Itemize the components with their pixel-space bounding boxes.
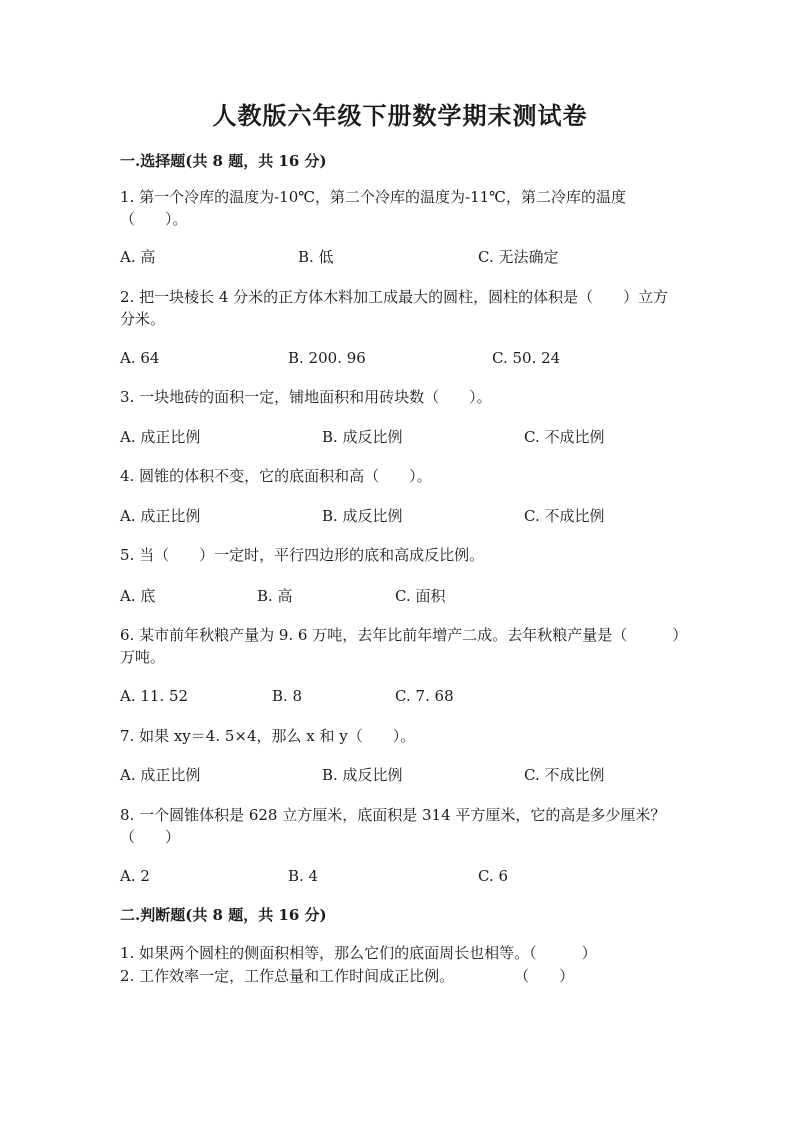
judgment-item-1: 1. 如果两个圆柱的侧面积相等，那么它们的底面周长也相等。（ ） — [120, 944, 597, 962]
option-b[interactable]: B. 高 — [257, 587, 293, 605]
option-c[interactable]: C. 6 — [478, 867, 509, 885]
option-a[interactable]: A. 64 — [120, 349, 160, 367]
option-a[interactable]: A. 成正比例 — [120, 428, 201, 446]
options-2 — [120, 347, 720, 369]
question-8: 8. 一个圆锥体积是 628 立方厘米，底面积是 314 平方厘米，它的高是多少厘米？（ ） — [120, 806, 666, 846]
option-c[interactable]: C. 7. 68 — [395, 687, 454, 705]
option-c[interactable]: C. 50. 24 — [492, 349, 561, 367]
question-5: 5. 当（ ）一定时，平行四边形的底和高成反比例。 — [120, 546, 485, 564]
option-c[interactable]: C. 不成比例 — [524, 766, 605, 784]
option-b[interactable]: B. 成反比例 — [322, 507, 403, 525]
page-title: 人教版六年级下册数学期末测试卷 — [212, 101, 588, 130]
options-8 — [120, 865, 720, 887]
option-c[interactable]: C. 不成比例 — [524, 428, 605, 446]
question-2: 2. 把一块棱长 4 分米的正方体木料加工成最大的圆柱，圆柱的体积是（ ）立方分米。 — [120, 288, 669, 328]
option-b[interactable]: B. 成反比例 — [322, 766, 403, 784]
question-6: 6. 某市前年秋粮产量为 9. 6 万吨，去年比前年增产二成。去年秋粮产量是（ ）万吨。 — [120, 626, 680, 666]
option-a[interactable]: A. 成正比例 — [120, 507, 201, 525]
judgment-item-2: 2. 工作效率一定，工作总量和工作时间成正比例。 （ ） — [120, 967, 575, 985]
option-a[interactable]: A. 11. 52 — [120, 687, 189, 705]
options-5 — [120, 585, 720, 607]
question-3: 3. 一块地砖的面积一定，铺地面积和用砖块数（ ）。 — [120, 388, 492, 406]
options-4 — [120, 505, 720, 527]
question-1: 1. 第一个冷库的温度为-10℃，第二个冷库的温度为-11℃，第二冷库的温度（ ）。 — [120, 188, 626, 228]
option-c[interactable]: C. 不成比例 — [524, 507, 605, 525]
option-b[interactable]: B. 低 — [298, 248, 334, 266]
option-a[interactable]: A. 高 — [120, 248, 156, 266]
option-a[interactable]: A. 成正比例 — [120, 766, 201, 784]
options-6 — [120, 685, 720, 707]
options-1 — [120, 246, 720, 268]
question-4: 4. 圆锥的体积不变，它的底面积和高（ ）。 — [120, 467, 432, 485]
question-7: 7. 如果 xy＝4. 5×4，那么 x 和 y（ ）。 — [120, 727, 416, 745]
option-b[interactable]: B. 成反比例 — [322, 428, 403, 446]
option-b[interactable]: B. 8 — [272, 687, 303, 705]
section-heading-true-false: 二.判断题(共 8 题，共 16 分) — [120, 906, 327, 924]
option-a[interactable]: A. 2 — [120, 867, 150, 885]
options-3 — [120, 426, 720, 448]
option-a[interactable]: A. 底 — [120, 587, 156, 605]
options-7 — [120, 764, 720, 786]
option-b[interactable]: B. 200. 96 — [288, 349, 366, 367]
option-c[interactable]: C. 无法确定 — [478, 248, 559, 266]
option-c[interactable]: C. 面积 — [395, 587, 446, 605]
option-b[interactable]: B. 4 — [288, 867, 319, 885]
section-heading-choice: 一.选择题(共 8 题，共 16 分) — [120, 152, 327, 170]
